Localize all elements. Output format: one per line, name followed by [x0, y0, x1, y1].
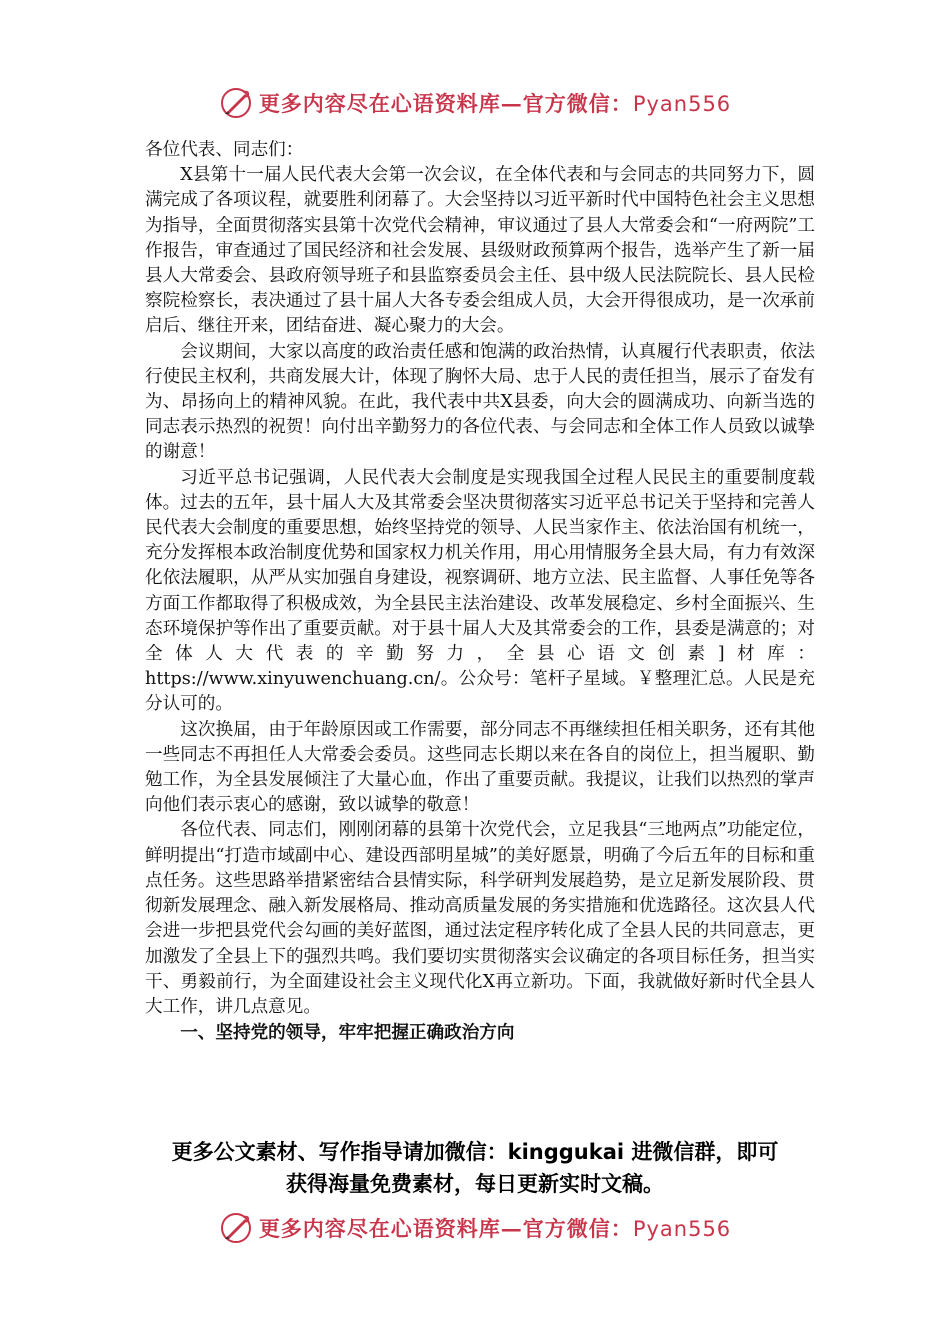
quill-pen-logo-icon — [219, 86, 253, 120]
promo-line-1: 更多公文素材、写作指导请加微信：kinggukai 进微信群，即可 — [171, 1140, 779, 1164]
header-banner — [0, 81, 950, 125]
paragraph-3: 习近平总书记强调，人民代表大会制度是实现我国全过程人民民主的重要制度载体。过去的五年，县十届人大及其常委会坚决贯彻落实习近平总书记关于坚持和完善人民代表大会制度的重要思想，始终坚持党的领导、人民当家作主、依法治国有机统一，充分发挥根本政治制度优势和国家权力机关作用，用心用情服务全县大局，有力有效深化依法履职，从严从实加强自身建设，视察调研、地方立法、民主监督、人事任免等各方面工作都取得了积极成效，为全县民主法治建设、改革发展稳定、乡村全面振兴、生态环境保护等作出了重要贡献。对于县十届人大及其常委会的工作，县委是满意的；对全体人大代表的辛勤努力，全县心语文创素]材库：https://www.xinyuwenchuang.cn/。公众号：笔杆子星域。￥整理汇总。人民是充分认可的。 — [145, 467, 815, 715]
document-body — [145, 138, 815, 1045]
banner-text: 更多内容尽在心语资料库—官方微信：Pyan556 — [258, 1216, 732, 1241]
greeting: 各位代表、同志们： — [145, 140, 304, 160]
paragraph-1: X县第十一届人民代表大会第一次会议，在全体代表和与会同志的共同努力下，圆满完成了各项议程，就要胜利闭幕了。大会坚持以习近平新时代中国特色社会主义思想为指导，全面贯彻落实县第十次党代会精神，审议通过了县人大常委会和“一府两院”工作报告，审查通过了国民经济和社会发展、县级财政预算两个报告，选举产生了新一届县人大常委会、县政府领导班子和县监察委员会主任、县中级人民法院院长、县人民检察院检察长，表决通过了县十届人大各专委会组成人员，大会开得很成功，是一次承前启后、继往开来，团结奋进、凝心聚力的大会。 — [145, 165, 815, 337]
section-heading: 一、坚持党的领导，牢牢把握正确政治方向 — [180, 1022, 515, 1044]
footer-banner — [0, 1206, 950, 1250]
promo-line-2: 获得海量免费素材，每日更新实时文稿。 — [286, 1172, 664, 1196]
quill-pen-logo-icon — [219, 1211, 253, 1245]
promo-block — [100, 1136, 850, 1200]
banner-text: 更多内容尽在心语资料库—官方微信：Pyan556 — [258, 91, 732, 116]
banner-wechat-id: Pyan556 — [632, 1217, 732, 1241]
banner-wechat-id: Pyan556 — [632, 92, 732, 116]
paragraph-4: 这次换届，由于年龄原因或工作需要，部分同志不再继续担任相关职务，还有其他一些同志不再担任人大常委会委员。这些同志长期以来在各自的岗位上，担当履职、勤勉工作，为全县发展倾注了大量心血，作出了重要贡献。我提议，让我们以热烈的掌声向他们表示衷心的感谢，致以诚挚的敬意！ — [145, 719, 815, 816]
paragraph-5: 各位代表、同志们，刚刚闭幕的县第十次党代会，立足我县“三地两点”功能定位，鲜明提出“打造市域副中心、建设西部明星城”的美好愿景，明确了今后五年的目标和重点任务。这些思路举措紧密结合县情实际，科学研判发展趋势，是立足新发展阶段、贯彻新发展理念、融入新发展格局、推动高质量发展的务实措施和优选路径。这次县人代会进一步把县党代会勾画的美好蓝图，通过法定程序转化成了全县人民的共同意志，更加激发了全县上下的强烈共鸣。我们要切实贯彻落实会议确定的各项目标任务，担当实干、勇毅前行，为全面建设社会主义现代化X再立新功。下面，我就做好新时代全县人大工作，讲几点意见。 — [145, 820, 815, 1017]
paragraph-2: 会议期间，大家以高度的政治责任感和饱满的政治热情，认真履行代表职责，依法行使民主权利，共商发展大计，体现了胸怀大局、忠于人民的责任担当，展示了奋发有为、昂扬向上的精神风貌。在此，我代表中共X县委，向大会的圆满成功、向新当选的同志表示热烈的祝贺！向付出辛勤努力的各位代表、与会同志和全体工作人员致以诚挚的谢意！ — [145, 341, 815, 463]
